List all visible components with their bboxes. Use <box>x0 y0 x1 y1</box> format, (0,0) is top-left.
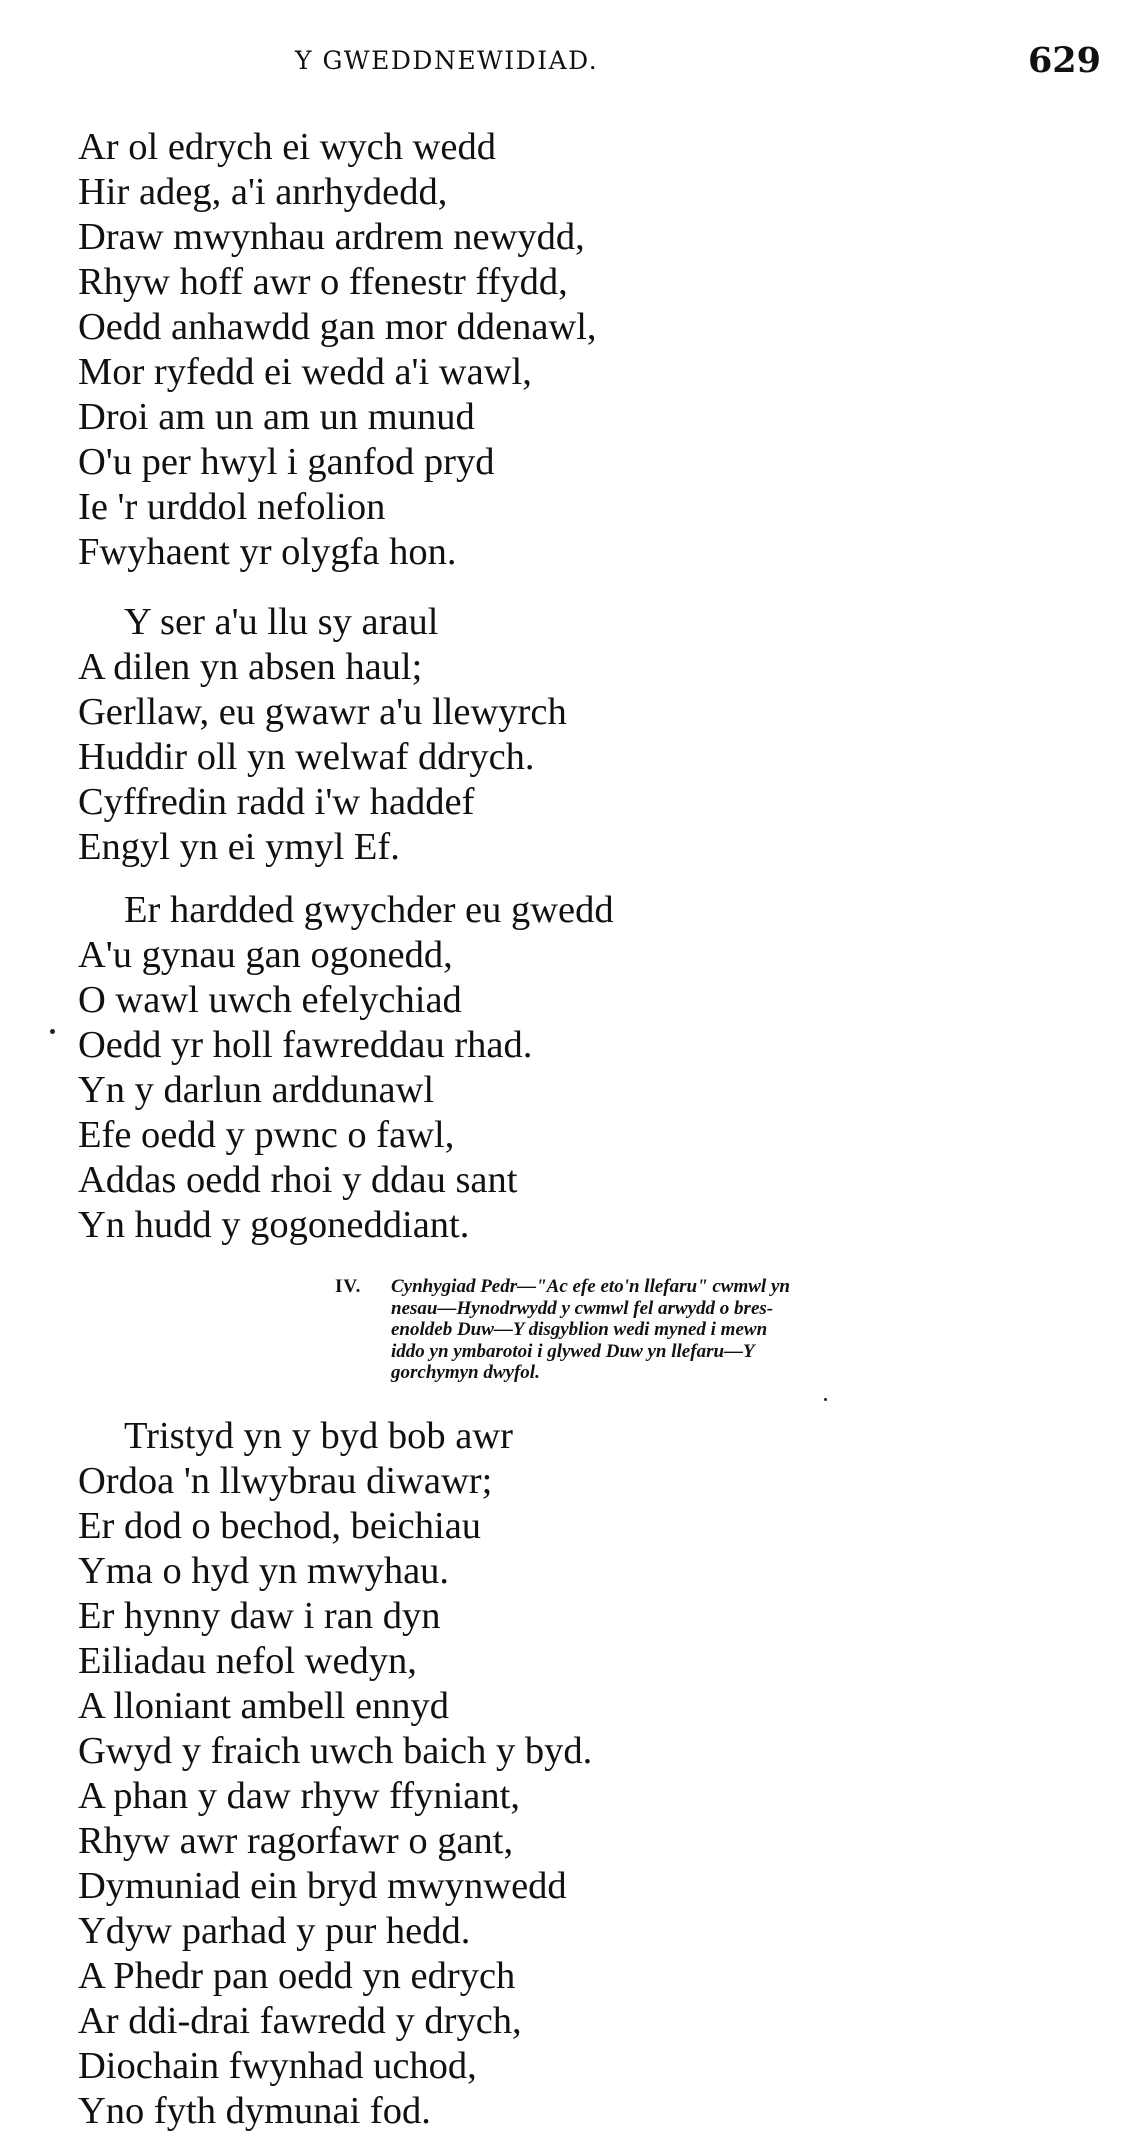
ink-speck <box>50 1029 55 1034</box>
verse-line: A Phedr pan oedd yn edrych <box>78 1955 516 1997</box>
verse-line: Ordoa 'n llwybrau diwawr; <box>78 1460 493 1502</box>
verse-line: Hir adeg, a'i anrhydedd, <box>78 171 448 213</box>
verse-line: Rhyw hoff awr o ffenestr ffydd, <box>78 261 568 303</box>
verse-line: Efe oedd y pwnc o fawl, <box>78 1114 455 1156</box>
stanza-4 <box>78 1414 592 2134</box>
verse-line: Draw mwynhau ardrem newydd, <box>78 216 585 258</box>
verse-line: Eiliadau nefol wedyn, <box>78 1640 417 1682</box>
stanza-3 <box>78 888 614 1248</box>
verse-line: Yn y darlun arddunawl <box>78 1069 435 1111</box>
running-head <box>0 40 1139 80</box>
verse-line: A phan y daw rhyw ffyniant, <box>78 1775 520 1817</box>
verse-line: Y ser a'u llu sy araul <box>124 601 439 643</box>
verse-line: Addas oedd rhoi y ddau sant <box>78 1159 518 1201</box>
verse-line: Gwyd y fraich uwch baich y byd. <box>78 1730 593 1772</box>
verse-line: Ar ddi-drai fawredd y drych, <box>78 2000 522 2042</box>
section-numeral: IV. <box>335 1276 362 1297</box>
verse-line: A dilen yn absen haul; <box>78 646 423 688</box>
verse-line: Engyl yn ei ymyl Ef. <box>78 826 400 868</box>
argument-text <box>391 1276 1057 1384</box>
verse-line: Huddir oll yn welwaf ddrych. <box>78 736 535 778</box>
verse-line: Droi am un am un munud <box>78 396 475 438</box>
verse-line: Yma o hyd yn mwyhau. <box>78 1550 450 1592</box>
verse-line: Ie 'r urddol nefolion <box>78 486 386 528</box>
verse-line: O wawl uwch efelychiad <box>78 979 462 1021</box>
verse-line: Yno fyth dymunai fod. <box>78 2090 431 2132</box>
verse-line: Rhyw awr ragorfawr o gant, <box>78 1820 514 1862</box>
verse-line: Er hynny daw i ran dyn <box>78 1595 441 1637</box>
stanza-2 <box>78 600 567 870</box>
verse-line: Oedd anhawdd gan mor ddenawl, <box>78 306 597 348</box>
verse-line: Ydyw parhad y pur hedd. <box>78 1910 471 1952</box>
verse-line: Mor ryfedd ei wedd a'i wawl, <box>78 351 532 393</box>
verse-line: Gerllaw, eu gwawr a'u llewyrch <box>78 691 567 733</box>
ink-speck <box>824 1398 827 1401</box>
verse-line: Dymuniad ein bryd mwynwedd <box>78 1865 567 1907</box>
verse-line: Ar ol edrych ei wych wedd <box>78 126 497 168</box>
argument-line: Cynhygiad Pedr—"Ac efe eto'n llefaru" cwmwl yn <box>391 1276 790 1297</box>
verse-line: Tristyd yn y byd bob awr <box>124 1415 513 1457</box>
running-title: Y GWEDDNEWIDIAD. <box>295 46 599 75</box>
verse-line: Diochain fwynhad uchod, <box>78 2045 477 2087</box>
verse-line: Fwyhaent yr olygfa hon. <box>78 531 457 573</box>
verse-line: Yn hudd y gogoneddiant. <box>78 1204 470 1246</box>
verse-line: O'u per hwyl i ganfod pryd <box>78 441 495 483</box>
verse-line: Er hardded gwychder eu gwedd <box>124 889 614 931</box>
page-number: 629 <box>1027 40 1101 81</box>
argument-line: nesau—Hynodrwydd y cwmwl fel arwydd o bres- <box>391 1297 774 1319</box>
verse-line: Oedd yr holl fawreddau rhad. <box>78 1024 533 1066</box>
verse-line: Cyffredin radd i'w haddef <box>78 781 475 823</box>
argument-line: iddo yn ymbarotoi i glywed Duw yn llefaru—Y <box>391 1340 755 1362</box>
verse-line: A lloniant ambell ennyd <box>78 1685 450 1727</box>
verse-line: A'u gynau gan ogonedd, <box>78 934 453 976</box>
verse-line: Er dod o bechod, beichiau <box>78 1505 482 1547</box>
stanza-1 <box>78 125 597 575</box>
argument-line: enoldeb Duw—Y disgyblion wedi myned i mewn <box>391 1319 768 1340</box>
argument-line: gorchymyn dwyfol. <box>391 1362 540 1383</box>
